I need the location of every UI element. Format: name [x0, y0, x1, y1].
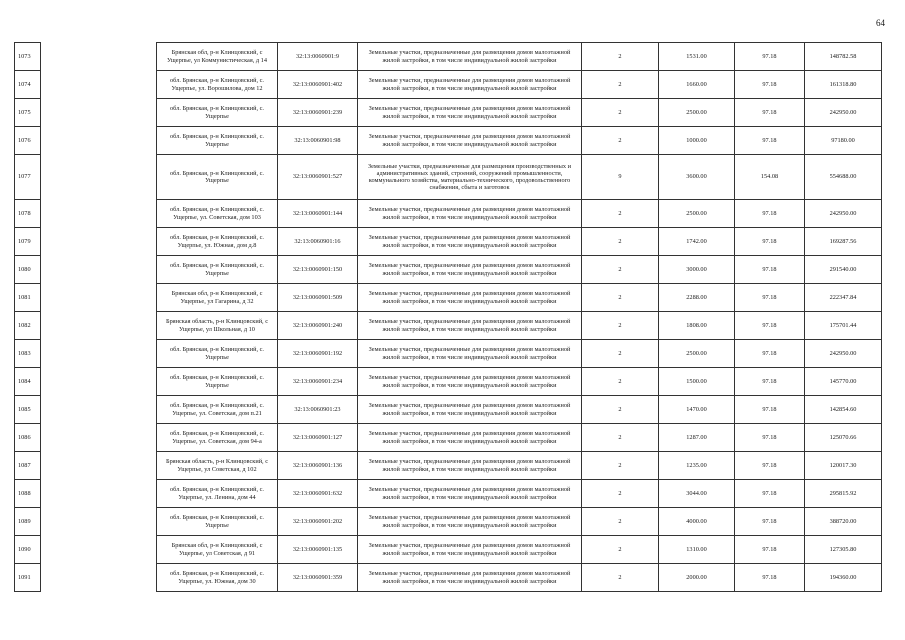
cadastral-number-cell: 32:13:0060901:402	[278, 71, 358, 99]
row-number: 1087	[15, 452, 41, 480]
land-use-cell: Земельные участки, предназначенные для размещения домов малоэтажной жилой застройки, в том числе индивидуальной жилой застройки	[358, 368, 582, 396]
use-code-cell: 2	[582, 340, 659, 368]
cadastral-number-cell: 32:13:0060901:9	[278, 43, 358, 71]
rate-cell: 97.18	[735, 312, 805, 340]
use-code-cell: 2	[582, 312, 659, 340]
cadastral-value-cell: 242950.00	[805, 340, 882, 368]
land-plot-table	[14, 42, 882, 592]
cadastral-value-cell: 295815.92	[805, 480, 882, 508]
rate-cell: 97.18	[735, 564, 805, 592]
cadastral-number-cell: 32:13:0060901:150	[278, 256, 358, 284]
spacer-cell	[41, 71, 157, 99]
row-number: 1082	[15, 312, 41, 340]
rate-cell: 97.18	[735, 127, 805, 155]
rate-cell: 97.18	[735, 256, 805, 284]
row-number: 1078	[15, 200, 41, 228]
address-cell: обл. Брянская, р-н Клинцовский, с. Ущерпье	[157, 340, 278, 368]
cadastral-number-cell: 32:13:0060901:632	[278, 480, 358, 508]
rate-cell: 97.18	[735, 396, 805, 424]
land-use-cell: Земельные участки, предназначенные для размещения домов малоэтажной жилой застройки, в том числе индивидуальной жилой застройки	[358, 43, 582, 71]
cadastral-number-cell: 32:13:0060901:234	[278, 368, 358, 396]
area-cell: 1500.00	[659, 368, 735, 396]
cadastral-value-cell: 175701.44	[805, 312, 882, 340]
use-code-cell: 9	[582, 155, 659, 200]
spacer-cell	[41, 99, 157, 127]
rate-cell: 97.18	[735, 368, 805, 396]
rate-cell: 97.18	[735, 228, 805, 256]
cadastral-value-cell: 148782.58	[805, 43, 882, 71]
rate-cell: 97.18	[735, 424, 805, 452]
cadastral-number-cell: 32:13:0060901:509	[278, 284, 358, 312]
cadastral-value-cell: 127305.80	[805, 536, 882, 564]
land-use-cell: Земельные участки, предназначенные для размещения домов малоэтажной жилой застройки, в том числе индивидуальной жилой застройки	[358, 312, 582, 340]
table-row	[15, 480, 882, 508]
cadastral-number-cell: 32:13:0060901:16	[278, 228, 358, 256]
row-number: 1080	[15, 256, 41, 284]
area-cell: 1660.00	[659, 71, 735, 99]
land-use-cell: Земельные участки, предназначенные для размещения домов малоэтажной жилой застройки, в том числе индивидуальной жилой застройки	[358, 284, 582, 312]
rate-cell: 97.18	[735, 452, 805, 480]
land-use-cell: Земельные участки, предназначенные для размещения домов малоэтажной жилой застройки, в том числе индивидуальной жилой застройки	[358, 396, 582, 424]
address-cell: обл. Брянская, р-н Клинцовский, с. Ущерпье, ул. Южная, дом д.8	[157, 228, 278, 256]
use-code-cell: 2	[582, 452, 659, 480]
address-cell: Брянская область, р-н Клинцовский, с Ущерпье, ул Школьная, д 10	[157, 312, 278, 340]
area-cell: 4000.00	[659, 508, 735, 536]
rate-cell: 97.18	[735, 340, 805, 368]
cadastral-value-cell: 97180.00	[805, 127, 882, 155]
spacer-cell	[41, 284, 157, 312]
row-number: 1091	[15, 564, 41, 592]
use-code-cell: 2	[582, 536, 659, 564]
table-row	[15, 396, 882, 424]
area-cell: 2500.00	[659, 340, 735, 368]
spacer-cell	[41, 256, 157, 284]
row-number: 1084	[15, 368, 41, 396]
land-use-cell: Земельные участки, предназначенные для размещения производственных и административных зданий, строений, сооружений промышленности, коммунального хозяйства, материально-технического, продовольственного снабжения, сбыта и заготовок	[358, 155, 582, 200]
address-cell: обл. Брянская, р-н Клинцовский, с. Ущерпье, ул. Ворошилова, дом 12	[157, 71, 278, 99]
use-code-cell: 2	[582, 284, 659, 312]
cadastral-value-cell: 388720.00	[805, 508, 882, 536]
cadastral-value-cell: 554688.00	[805, 155, 882, 200]
land-use-cell: Земельные участки, предназначенные для размещения домов малоэтажной жилой застройки, в том числе индивидуальной жилой застройки	[358, 200, 582, 228]
row-number: 1089	[15, 508, 41, 536]
spacer-cell	[41, 43, 157, 71]
land-use-cell: Земельные участки, предназначенные для размещения домов малоэтажной жилой застройки, в том числе индивидуальной жилой застройки	[358, 424, 582, 452]
cadastral-number-cell: 32:13:0060901:239	[278, 99, 358, 127]
row-number: 1081	[15, 284, 41, 312]
spacer-cell	[41, 536, 157, 564]
use-code-cell: 2	[582, 256, 659, 284]
table-row	[15, 452, 882, 480]
address-cell: обл. Брянская, р-н Клинцовский, с. Ущерпье, ул. Советская, дом 94-а	[157, 424, 278, 452]
land-use-cell: Земельные участки, предназначенные для размещения домов малоэтажной жилой застройки, в том числе индивидуальной жилой застройки	[358, 127, 582, 155]
land-use-cell: Земельные участки, предназначенные для размещения домов малоэтажной жилой застройки, в том числе индивидуальной жилой застройки	[358, 99, 582, 127]
use-code-cell: 2	[582, 508, 659, 536]
cadastral-value-cell: 142854.60	[805, 396, 882, 424]
rate-cell: 97.18	[735, 200, 805, 228]
table-row	[15, 508, 882, 536]
area-cell: 2500.00	[659, 200, 735, 228]
area-cell: 1742.00	[659, 228, 735, 256]
spacer-cell	[41, 127, 157, 155]
use-code-cell: 2	[582, 396, 659, 424]
area-cell: 1310.00	[659, 536, 735, 564]
spacer-cell	[41, 228, 157, 256]
land-use-cell: Земельные участки, предназначенные для размещения домов малоэтажной жилой застройки, в том числе индивидуальной жилой застройки	[358, 228, 582, 256]
land-use-cell: Земельные участки, предназначенные для размещения домов малоэтажной жилой застройки, в том числе индивидуальной жилой застройки	[358, 480, 582, 508]
address-cell: Брянская обл, р-н Клинцовский, с Ущерпье, ул Гагарина, д 32	[157, 284, 278, 312]
row-number: 1085	[15, 396, 41, 424]
rate-cell: 97.18	[735, 71, 805, 99]
cadastral-value-cell: 125070.66	[805, 424, 882, 452]
use-code-cell: 2	[582, 228, 659, 256]
use-code-cell: 2	[582, 200, 659, 228]
spacer-cell	[41, 368, 157, 396]
spacer-cell	[41, 200, 157, 228]
spacer-cell	[41, 340, 157, 368]
use-code-cell: 2	[582, 564, 659, 592]
table-row	[15, 228, 882, 256]
address-cell: обл. Брянская, р-н Клинцовский, с. Ущерпье, ул. Ленина, дом 44	[157, 480, 278, 508]
spacer-cell	[41, 424, 157, 452]
cadastral-number-cell: 32:13:0060901:359	[278, 564, 358, 592]
table-row	[15, 256, 882, 284]
cadastral-number-cell: 32:13:0060901:202	[278, 508, 358, 536]
cadastral-number-cell: 32:13:0060901:135	[278, 536, 358, 564]
address-cell: обл. Брянская, р-н Клинцовский, с. Ущерпье, ул. Южная, дом 30	[157, 564, 278, 592]
address-cell: Брянская область, р-н Клинцовский, с Ущерпье, ул Советская, д 102	[157, 452, 278, 480]
area-cell: 3000.00	[659, 256, 735, 284]
address-cell: обл. Брянская, р-н Клинцовский, с. Ущерпье	[157, 155, 278, 200]
cadastral-number-cell: 32:13:0060901:144	[278, 200, 358, 228]
row-number: 1079	[15, 228, 41, 256]
cadastral-value-cell: 242950.00	[805, 99, 882, 127]
land-use-cell: Земельные участки, предназначенные для размещения домов малоэтажной жилой застройки, в том числе индивидуальной жилой застройки	[358, 71, 582, 99]
cadastral-value-cell: 120017.30	[805, 452, 882, 480]
cadastral-value-cell: 145770.00	[805, 368, 882, 396]
use-code-cell: 2	[582, 368, 659, 396]
table-row	[15, 200, 882, 228]
table-row	[15, 340, 882, 368]
table-row	[15, 564, 882, 592]
row-number: 1090	[15, 536, 41, 564]
land-use-cell: Земельные участки, предназначенные для размещения домов малоэтажной жилой застройки, в том числе индивидуальной жилой застройки	[358, 508, 582, 536]
spacer-cell	[41, 396, 157, 424]
use-code-cell: 2	[582, 71, 659, 99]
spacer-cell	[41, 564, 157, 592]
table-row	[15, 71, 882, 99]
row-number: 1088	[15, 480, 41, 508]
cadastral-value-cell: 291540.00	[805, 256, 882, 284]
area-cell: 2500.00	[659, 99, 735, 127]
cadastral-number-cell: 32:13:0060901:136	[278, 452, 358, 480]
table-row	[15, 536, 882, 564]
area-cell: 1808.00	[659, 312, 735, 340]
address-cell: обл. Брянская, р-н Клинцовский, с. Ущерпье, ул. Советская, дом 103	[157, 200, 278, 228]
spacer-cell	[41, 480, 157, 508]
cadastral-number-cell: 32:13:0060901:23	[278, 396, 358, 424]
address-cell: Брянская обл, р-н Клинцовский, с Ущерпье, ул Коммунистическая, д 14	[157, 43, 278, 71]
area-cell: 3600.00	[659, 155, 735, 200]
cadastral-value-cell: 169287.56	[805, 228, 882, 256]
cadastral-value-cell: 222347.84	[805, 284, 882, 312]
use-code-cell: 2	[582, 99, 659, 127]
address-cell: обл. Брянская, р-н Клинцовский, с. Ущерпье, ул. Советская, дом п.21	[157, 396, 278, 424]
rate-cell: 154.08	[735, 155, 805, 200]
area-cell: 2288.00	[659, 284, 735, 312]
row-number: 1075	[15, 99, 41, 127]
area-cell: 2000.00	[659, 564, 735, 592]
address-cell: Брянская обл, р-н Клинцовский, с Ущерпье, ул Советская, д 91	[157, 536, 278, 564]
address-cell: обл. Брянская, р-н Клинцовский, с. Ущерпье	[157, 99, 278, 127]
table-row	[15, 312, 882, 340]
spacer-cell	[41, 508, 157, 536]
table-row	[15, 368, 882, 396]
area-cell: 1470.00	[659, 396, 735, 424]
table-row	[15, 284, 882, 312]
address-cell: обл. Брянская, р-н Клинцовский, с. Ущерпье	[157, 256, 278, 284]
cadastral-number-cell: 32:13:0060901:127	[278, 424, 358, 452]
rate-cell: 97.18	[735, 99, 805, 127]
spacer-cell	[41, 312, 157, 340]
cadastral-value-cell: 194360.00	[805, 564, 882, 592]
use-code-cell: 2	[582, 127, 659, 155]
spacer-cell	[41, 155, 157, 200]
rate-cell: 97.18	[735, 43, 805, 71]
row-number: 1073	[15, 43, 41, 71]
page-number: 64	[876, 18, 885, 28]
use-code-cell: 2	[582, 424, 659, 452]
address-cell: обл. Брянская, р-н Клинцовский, с. Ущерпье	[157, 508, 278, 536]
rate-cell: 97.18	[735, 480, 805, 508]
rate-cell: 97.18	[735, 284, 805, 312]
land-use-cell: Земельные участки, предназначенные для размещения домов малоэтажной жилой застройки, в том числе индивидуальной жилой застройки	[358, 256, 582, 284]
address-cell: обл. Брянская, р-н Клинцовский, с. Ущерпье	[157, 127, 278, 155]
table-row	[15, 127, 882, 155]
cadastral-value-cell: 242950.00	[805, 200, 882, 228]
table-row	[15, 99, 882, 127]
land-use-cell: Земельные участки, предназначенные для размещения домов малоэтажной жилой застройки, в том числе индивидуальной жилой застройки	[358, 452, 582, 480]
use-code-cell: 2	[582, 480, 659, 508]
row-number: 1077	[15, 155, 41, 200]
rate-cell: 97.18	[735, 536, 805, 564]
table-row	[15, 155, 882, 200]
table-row	[15, 43, 882, 71]
land-use-cell: Земельные участки, предназначенные для размещения домов малоэтажной жилой застройки, в том числе индивидуальной жилой застройки	[358, 340, 582, 368]
row-number: 1076	[15, 127, 41, 155]
cadastral-number-cell: 32:13:0060901:527	[278, 155, 358, 200]
area-cell: 1235.00	[659, 452, 735, 480]
table-row	[15, 424, 882, 452]
cadastral-value-cell: 161318.80	[805, 71, 882, 99]
area-cell: 1287.00	[659, 424, 735, 452]
rate-cell: 97.18	[735, 508, 805, 536]
cadastral-number-cell: 32:13:0060901:240	[278, 312, 358, 340]
row-number: 1074	[15, 71, 41, 99]
area-cell: 3044.00	[659, 480, 735, 508]
land-use-cell: Земельные участки, предназначенные для размещения домов малоэтажной жилой застройки, в том числе индивидуальной жилой застройки	[358, 564, 582, 592]
use-code-cell: 2	[582, 43, 659, 71]
cadastral-number-cell: 32:13:0060901:192	[278, 340, 358, 368]
row-number: 1083	[15, 340, 41, 368]
area-cell: 1000.00	[659, 127, 735, 155]
spacer-cell	[41, 452, 157, 480]
row-number: 1086	[15, 424, 41, 452]
address-cell: обл. Брянская, р-н Клинцовский, с. Ущерпье	[157, 368, 278, 396]
area-cell: 1531.00	[659, 43, 735, 71]
land-use-cell: Земельные участки, предназначенные для размещения домов малоэтажной жилой застройки, в том числе индивидуальной жилой застройки	[358, 536, 582, 564]
cadastral-number-cell: 32:13:0060901:98	[278, 127, 358, 155]
